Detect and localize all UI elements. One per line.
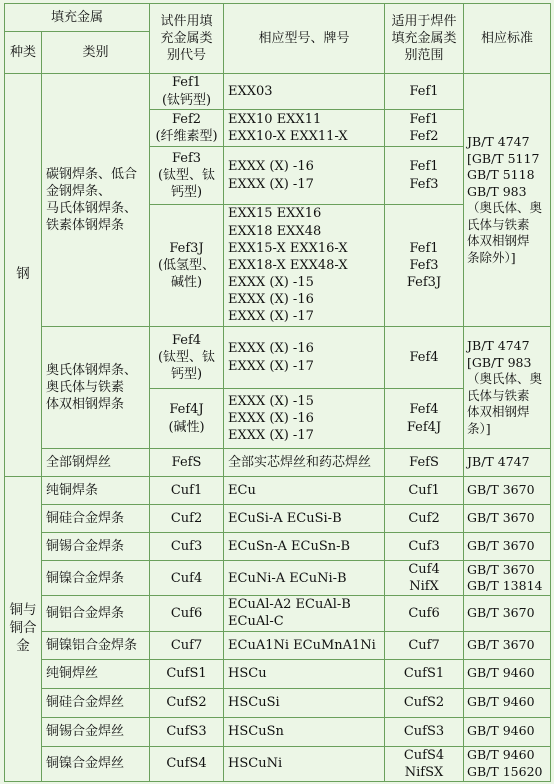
model-cell: EXXX (X) -16 EXXX (X) -17 [224, 327, 385, 389]
scope-cell: Fef1 Fef3 [385, 147, 464, 205]
standard-cell: GB/T 3670 [464, 477, 551, 505]
standard-cell: GB/T 3670 [464, 596, 551, 631]
standard-cell: GB/T 9460 [464, 659, 551, 688]
scope-cell: Cuf6 [385, 596, 464, 631]
scope-cell: Fef1 Fef2 [385, 110, 464, 147]
class-code-cell: Cuf2 [150, 505, 224, 533]
header-row-1 [5, 4, 551, 32]
standard-cell: GB/T 9460 [464, 717, 551, 746]
scope-cell: Fef4 Fef4J [385, 389, 464, 449]
scope-cell: Cuf3 [385, 533, 464, 561]
model-cell: EXX10 EXX11 EXX10-X EXX11-X [224, 110, 385, 147]
model-cell: EXXX (X) -16 EXXX (X) -17 [224, 147, 385, 205]
standard-cell: GB/T 9460 [464, 688, 551, 717]
table-row [5, 505, 551, 533]
header-standard: 相应标准 [464, 4, 551, 74]
class-code-cell: CufS3 [150, 717, 224, 746]
scope-cell: Cuf7 [385, 631, 464, 659]
standard-cell: JB/T 4747 [GB/T 983 （奥氏体、奥 氏体与铁素 体双相钢焊 条）] [464, 327, 551, 449]
kind-steel: 钢 [5, 74, 42, 477]
standard-cell: GB/T 3670 [464, 505, 551, 533]
standard-cell: GB/T 3670 [464, 533, 551, 561]
header-filler-metal: 填充金属 [5, 4, 150, 32]
scope-cell: Fef1 Fef3 Fef3J [385, 205, 464, 327]
class-code-cell: Fef3 (钛型、钛 钙型) [150, 147, 224, 205]
kind-copper: 铜与 铜合 金 [5, 477, 42, 782]
model-cell: ECuAl-A2 ECuAl-B ECuAl-C [224, 596, 385, 631]
model-cell: ECuSn-A ECuSn-B [224, 533, 385, 561]
model-cell: ECu [224, 477, 385, 505]
table-row [5, 561, 551, 596]
category-cell: 铜镍合金焊丝 [42, 746, 150, 781]
table-row [5, 477, 551, 505]
scope-cell: Fef4 [385, 327, 464, 389]
scope-cell: Cuf4 NifX [385, 561, 464, 596]
class-code-cell: FefS [150, 449, 224, 477]
category-cell: 全部钢焊丝 [42, 449, 150, 477]
table-row [5, 631, 551, 659]
standard-cell: GB/T 9460 GB/T 15620 [464, 746, 551, 781]
header-class-code: 试件用填 充金属类 别代号 [150, 4, 224, 74]
class-code-cell: Fef3J (低氢型、 碱性) [150, 205, 224, 327]
standard-cell: GB/T 3670 [464, 631, 551, 659]
scope-cell: FefS [385, 449, 464, 477]
header-category: 类别 [42, 32, 150, 74]
category-cell: 铜镍铝合金焊条 [42, 631, 150, 659]
class-code-cell: CufS4 [150, 746, 224, 781]
table-row [5, 74, 551, 110]
table-row [5, 746, 551, 781]
model-cell: HSCu [224, 659, 385, 688]
table-row [5, 596, 551, 631]
table-row [5, 659, 551, 688]
model-cell: EXX15 EXX16 EXX18 EXX48 EXX15-X EXX16-X EXX18-X EXX48-X EXXX (X) -15 EXXX (X) -16 EXXX (X) -17 [224, 205, 385, 327]
class-code-cell: Cuf6 [150, 596, 224, 631]
category-cell: 铜镍合金焊条 [42, 561, 150, 596]
category-cell: 铜锡合金焊条 [42, 533, 150, 561]
filler-metal-table [4, 3, 551, 782]
class-code-cell: Fef2 (纤维素型) [150, 110, 224, 147]
header-model-brand: 相应型号、牌号 [224, 4, 385, 74]
scope-cell: Cuf2 [385, 505, 464, 533]
header-kind: 种类 [5, 32, 42, 74]
class-code-cell: Fef4 (钛型、钛 钙型) [150, 327, 224, 389]
category-cell: 纯铜焊条 [42, 477, 150, 505]
model-cell: ECuNi-A ECuNi-B [224, 561, 385, 596]
category-cell: 铜锡合金焊丝 [42, 717, 150, 746]
scope-cell: CufS1 [385, 659, 464, 688]
class-code-cell: CufS1 [150, 659, 224, 688]
class-code-cell: CufS2 [150, 688, 224, 717]
standard-cell: JB/T 4747 [464, 449, 551, 477]
category-cell: 铜硅合金焊丝 [42, 688, 150, 717]
table-row [5, 449, 551, 477]
class-code-cell: Cuf1 [150, 477, 224, 505]
table-row [5, 717, 551, 746]
category-cell: 纯铜焊丝 [42, 659, 150, 688]
model-cell: HSCuNi [224, 746, 385, 781]
header-scope: 适用于焊件 填充金属类 别范围 [385, 4, 464, 74]
scope-cell: CufS3 [385, 717, 464, 746]
model-cell: ECuA1Ni ECuMnA1Ni [224, 631, 385, 659]
scope-cell: CufS2 [385, 688, 464, 717]
class-code-cell: Fef1 (钛钙型) [150, 74, 224, 110]
model-cell: EXXX (X) -15 EXXX (X) -16 EXXX (X) -17 [224, 389, 385, 449]
copper-section [5, 477, 551, 782]
standard-cell: GB/T 3670 GB/T 13814 [464, 561, 551, 596]
class-code-cell: Fef4J (碱性) [150, 389, 224, 449]
scope-cell: CufS4 NifSX [385, 746, 464, 781]
category-cell: 铜硅合金焊条 [42, 505, 150, 533]
model-cell: HSCuSn [224, 717, 385, 746]
model-cell: ECuSi-A ECuSi-B [224, 505, 385, 533]
category-cell: 碳钢焊条、低合 金钢焊条、 马氏体钢焊条、 铁素体钢焊条 [42, 74, 150, 327]
standard-cell: JB/T 4747 [GB/T 5117 GB/T 5118 GB/T 983 （奥氏体、奥 氏体与铁素 体双相钢焊 条除外）] [464, 74, 551, 327]
class-code-cell: Cuf3 [150, 533, 224, 561]
category-cell: 奥氏体钢焊条、 奥氏体与铁素 体双相钢焊条 [42, 327, 150, 449]
table-row [5, 688, 551, 717]
scope-cell: Cuf1 [385, 477, 464, 505]
class-code-cell: Cuf7 [150, 631, 224, 659]
model-cell: EXX03 [224, 74, 385, 110]
table-row [5, 533, 551, 561]
scope-cell: Fef1 [385, 74, 464, 110]
category-cell: 铜铝合金焊条 [42, 596, 150, 631]
model-cell: 全部实芯焊丝和药芯焊丝 [224, 449, 385, 477]
class-code-cell: Cuf4 [150, 561, 224, 596]
table-row [5, 327, 551, 389]
model-cell: HSCuSi [224, 688, 385, 717]
